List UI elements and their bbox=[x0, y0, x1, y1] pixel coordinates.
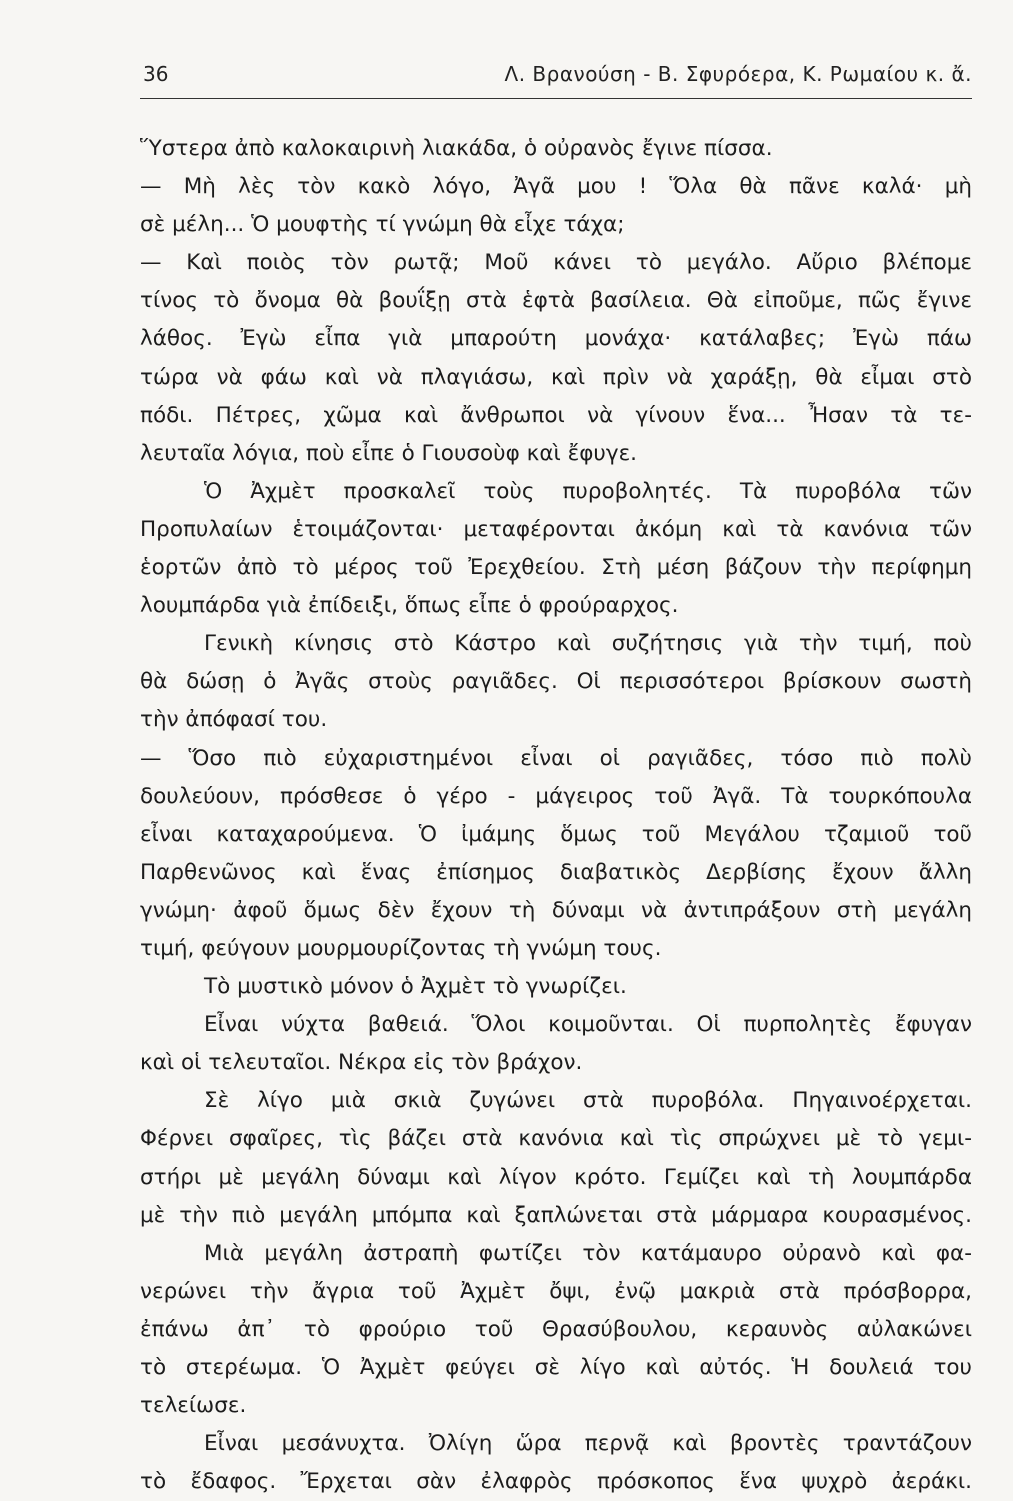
text-line: λουμπάρδα γιὰ ἐπίδειξι, ὅπως εἶπε ὁ φρούραρχος. bbox=[140, 593, 679, 619]
text-line: Τὸ μυστικὸ μόνον ὁ Ἀχμὲτ τὸ γνωρίζει. bbox=[204, 974, 627, 1000]
text-line: τελείωσε. bbox=[140, 1393, 247, 1419]
page-number: 36 bbox=[143, 62, 169, 86]
text-line: δουλεύουν, πρόσθεσε ὁ γέρο - μάγειρος τοῦ Ἀγᾶ. Τὰ τουρκόπουλα bbox=[140, 783, 972, 809]
text-line: τὴν ἀπόφασί του. bbox=[140, 707, 328, 733]
text-line: τίνος τὸ ὄνομα θὰ βουΐξῃ στὰ ἑφτὰ βασίλεια. Θὰ εἰποῦμε, πῶς ἔγινε bbox=[140, 288, 972, 314]
text-line: λάθος. Ἐγὼ εἶπα γιὰ μπαρούτη μονάχα· κατάλαβες; Ἐγὼ πάω bbox=[140, 326, 972, 352]
text-line: Παρθενῶνος καὶ ἕνας ἐπίσημος διαβατικὸς Δερβίσης ἔχουν ἄλλη bbox=[140, 859, 972, 885]
text-line: Σὲ λίγο μιὰ σκιὰ ζυγώνει στὰ πυροβόλα. Πηγαινοέρχεται. bbox=[204, 1088, 972, 1114]
text-line: γνώμη· ἀφοῦ ὅμως δὲν ἔχουν τὴ δύναμι νὰ ἀντιπράξουν στὴ μεγάλη bbox=[140, 897, 972, 923]
text-line: εἶναι καταχαρούμενα. Ὁ ἰμάμης ὅμως τοῦ Μεγάλου τζαμιοῦ τοῦ bbox=[140, 821, 972, 847]
text-line: Ὕστερα ἀπὸ καλοκαιρινὴ λιακάδα, ὁ οὐρανὸς ἔγινε πίσσα. bbox=[140, 136, 773, 161]
text-line: πόδι. Πέτρες, χῶμα καὶ ἄνθρωποι νὰ γίνουν ἕνα... Ἦσαν τὰ τε- bbox=[140, 402, 972, 428]
body-text bbox=[140, 130, 972, 1501]
text-line: — Ὅσο πιὸ εὐχαριστημένοι εἶναι οἱ ραγιᾶδες, τόσο πιὸ πολὺ bbox=[140, 745, 972, 771]
page-header bbox=[140, 62, 972, 99]
text-line: Μιὰ μεγάλη ἀστραπὴ φωτίζει τὸν κατάμαυρο οὐρανὸ καὶ φα- bbox=[204, 1240, 972, 1266]
text-line: ἐπάνω ἀπ᾽ τὸ φρούριο τοῦ Θρασύβουλου, κεραυνὸς αὐλακώνει bbox=[140, 1316, 972, 1342]
text-line: τώρα νὰ φάω καὶ νὰ πλαγιάσω, καὶ πρὶν νὰ χαράξῃ, θὰ εἶμαι στὸ bbox=[140, 364, 972, 390]
text-line: τιμή, φεύγουν μουρμουρίζοντας τὴ γνώμη τους. bbox=[140, 935, 662, 961]
text-line: Γενικὴ κίνησις στὸ Κάστρο καὶ συζήτησις γιὰ τὴν τιμή, ποὺ bbox=[204, 631, 972, 657]
text-line: Εἶναι νύχτα βαθειά. Ὅλοι κοιμοῦνται. Οἱ πυρπολητὲς ἔφυγαν bbox=[204, 1012, 972, 1038]
text-line: Ὁ Ἀχμὲτ προσκαλεῖ τοὺς πυροβολητές. Τὰ πυροβόλα τῶν bbox=[204, 478, 972, 504]
text-line: Εἶναι μεσάνυχτα. Ὀλίγη ὥρα περνᾷ καὶ βροντὲς τραντάζουν bbox=[204, 1431, 972, 1457]
text-line: — Καὶ ποιὸς τὸν ρωτᾷ; Μοῦ κάνει τὸ μεγάλο. Αὔριο βλέπομε bbox=[140, 250, 972, 276]
text-line: καὶ οἱ τελευταῖοι. Νέκρα εἰς τὸν βράχον. bbox=[140, 1050, 583, 1076]
text-line: σὲ μέλη... Ὁ μουφτὴς τί γνώμη θὰ εἶχε τάχα; bbox=[140, 212, 625, 238]
text-line: μὲ τὴν πιὸ μεγάλη μπόμπα καὶ ξαπλώνεται στὰ μάρμαρα κουρασμένος. bbox=[140, 1202, 972, 1228]
text-line: στήρι μὲ μεγάλη δύναμι καὶ λίγον κρότο. Γεμίζει καὶ τὴ λουμπάρδα bbox=[140, 1164, 972, 1190]
running-title: Λ. Βρανούση - Β. Σφυρόερα, Κ. Ρωμαίου κ. ἄ. bbox=[504, 62, 972, 86]
text-line: νερώνει τὴν ἄγρια τοῦ Ἀχμὲτ ὄψι, ἐνῷ μακριὰ στὰ πρόσβορρα, bbox=[140, 1278, 972, 1304]
text-line: λευταῖα λόγια, ποὺ εἶπε ὁ Γιουσοὺφ καὶ ἔφυγε. bbox=[140, 440, 638, 466]
text-line: Προπυλαίων ἑτοιμάζονται· μεταφέρονται ἀκόμη καὶ τὰ κανόνια τῶν bbox=[140, 516, 972, 542]
text-line: ἑορτῶν ἀπὸ τὸ μέρος τοῦ Ἐρεχθείου. Στὴ μέση βάζουν τὴν περίφημη bbox=[140, 555, 972, 581]
text-line: θὰ δώσῃ ὁ Ἀγᾶς στοὺς ραγιᾶδες. Οἱ περισσότεροι βρίσκουν σωστὴ bbox=[140, 669, 972, 695]
text-line: Φέρνει σφαῖρες, τὶς βάζει στὰ κανόνια καὶ τὶς σπρώχνει μὲ τὸ γεμι- bbox=[140, 1126, 972, 1152]
text-line: τὸ στερέωμα. Ὁ Ἀχμὲτ φεύγει σὲ λίγο καὶ αὐτός. Ἡ δουλειά του bbox=[140, 1355, 972, 1380]
text-line: — Μὴ λὲς τὸν κακὸ λόγο, Ἀγᾶ μου ! Ὅλα θὰ πᾶνε καλά· μὴ bbox=[140, 174, 972, 200]
text-line: τὸ ἔδαφος. Ἔρχεται σὰν ἐλαφρὸς πρόσκοπος ἕνα ψυχρὸ ἀεράκι. bbox=[140, 1469, 972, 1495]
